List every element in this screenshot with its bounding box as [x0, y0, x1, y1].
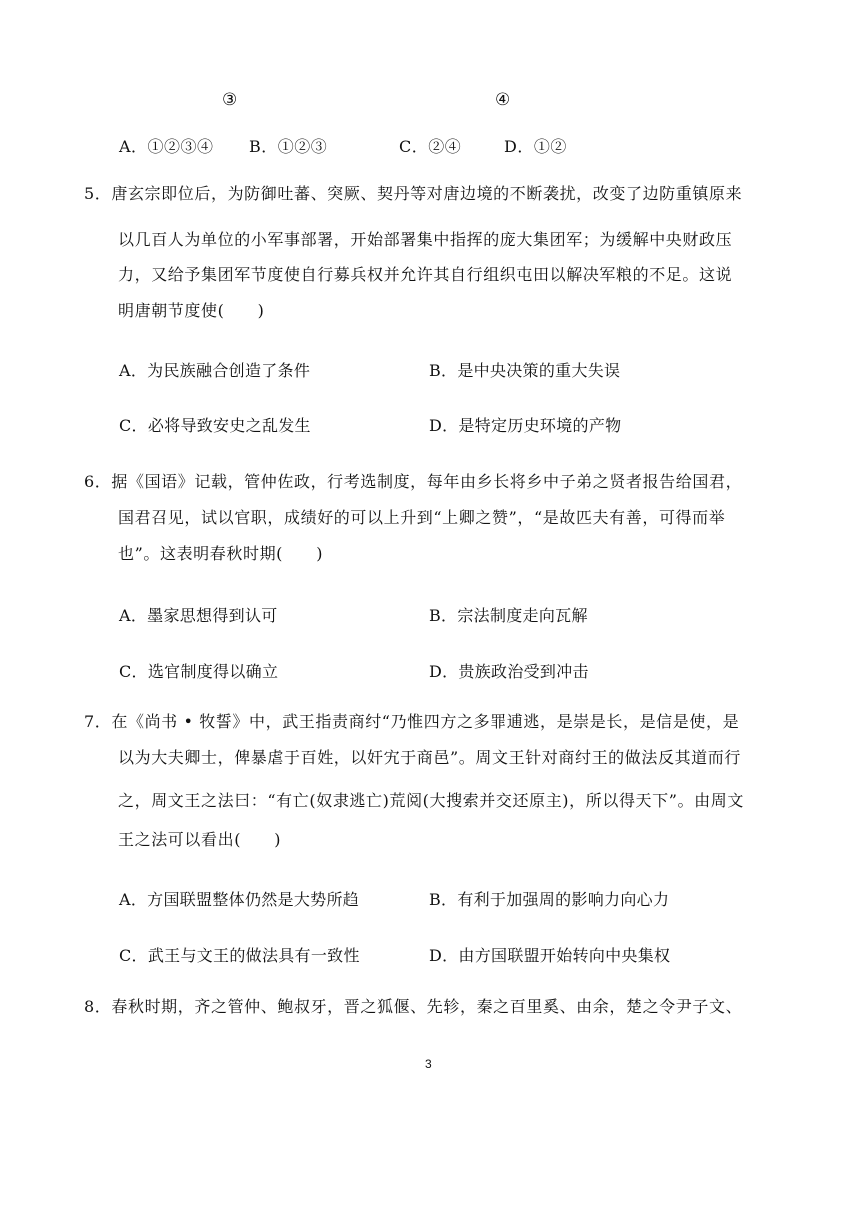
- page-number: 3: [425, 1057, 432, 1071]
- question-5-line-3: 力，又给予集团军节度使自行募兵权并允许其自行组织屯田以解决军粮的不足。这说: [118, 265, 733, 284]
- question-7-line-2: 以为大夫卿士，俾暴虐于百姓，以奸宄于商邑”。周文王针对商纣王的做法反其道而行: [118, 748, 741, 767]
- question-5-option-d: D．是特定历史环境的产物: [429, 416, 622, 435]
- prev-option-a: A．①②③④: [119, 137, 214, 156]
- question-6-option-a: A．墨家思想得到认可: [119, 606, 278, 625]
- question-6-option-d: D．贵族政治受到冲击: [429, 662, 589, 681]
- figure-label-4: ④: [495, 90, 511, 110]
- question-6-line-3: 也”。这表明春秋时期( ): [118, 544, 324, 563]
- question-7-line-1: 7．在《尚书 • 牧誓》中，武王指责商纣“乃惟四方之多罪逋逃，是崇是长，是信是使，是: [84, 712, 740, 731]
- question-5-line-2: 以几百人为单位的小军事部署，开始部署集中指挥的庞大集团军；为缓解中央财政压: [118, 230, 733, 249]
- question-8-line-1: 8．春秋时期，齐之管仲、鲍叔牙，晋之狐偃、先轸，秦之百里奚、由余，楚之令尹子文、: [84, 997, 743, 1016]
- figure-label-3: ③: [222, 90, 238, 110]
- question-5-option-b: B．是中央决策的重大失误: [429, 361, 621, 380]
- question-7-option-a: A．方国联盟整体仍然是大势所趋: [119, 890, 360, 909]
- question-6-line-1: 6．据《国语》记载，管仲佐政，行考选制度，每年由乡长将乡中子弟之贤者报告给国君，: [84, 472, 743, 491]
- question-7-line-3: 之，周文王之法曰：“有亡(奴隶逃亡)荒阅(大搜索并交还原主)，所以得天下”。由周文: [118, 791, 744, 810]
- question-6-option-c: C．选官制度得以确立: [119, 662, 279, 681]
- question-5-line-4: 明唐朝节度使( ): [118, 301, 265, 320]
- prev-option-d: D．①②: [504, 137, 567, 156]
- prev-option-c: C．②④: [399, 137, 462, 156]
- prev-option-b: B．①②③: [249, 137, 328, 156]
- question-5-option-c: C．必将导致安史之乱发生: [119, 416, 311, 435]
- question-6-option-b: B．宗法制度走向瓦解: [429, 606, 588, 625]
- question-5-option-a: A．为民族融合创造了条件: [119, 361, 311, 380]
- question-7-option-c: C．武王与文王的做法具有一致性: [119, 946, 360, 965]
- question-6-line-2: 国君召见，试以官职，成绩好的可以上升到“上卿之赞”，“是故匹夫有善，可得而举: [118, 508, 726, 527]
- question-5-line-1: 5．唐玄宗即位后，为防御吐蕃、突厥、契丹等对唐边境的不断袭扰，改变了边防重镇原来: [84, 184, 743, 203]
- question-7-option-b: B．有利于加强周的影响力向心力: [429, 890, 670, 909]
- question-7-line-4: 王之法可以看出( ): [118, 830, 282, 849]
- question-7-option-d: D．由方国联盟开始转向中央集权: [429, 946, 671, 965]
